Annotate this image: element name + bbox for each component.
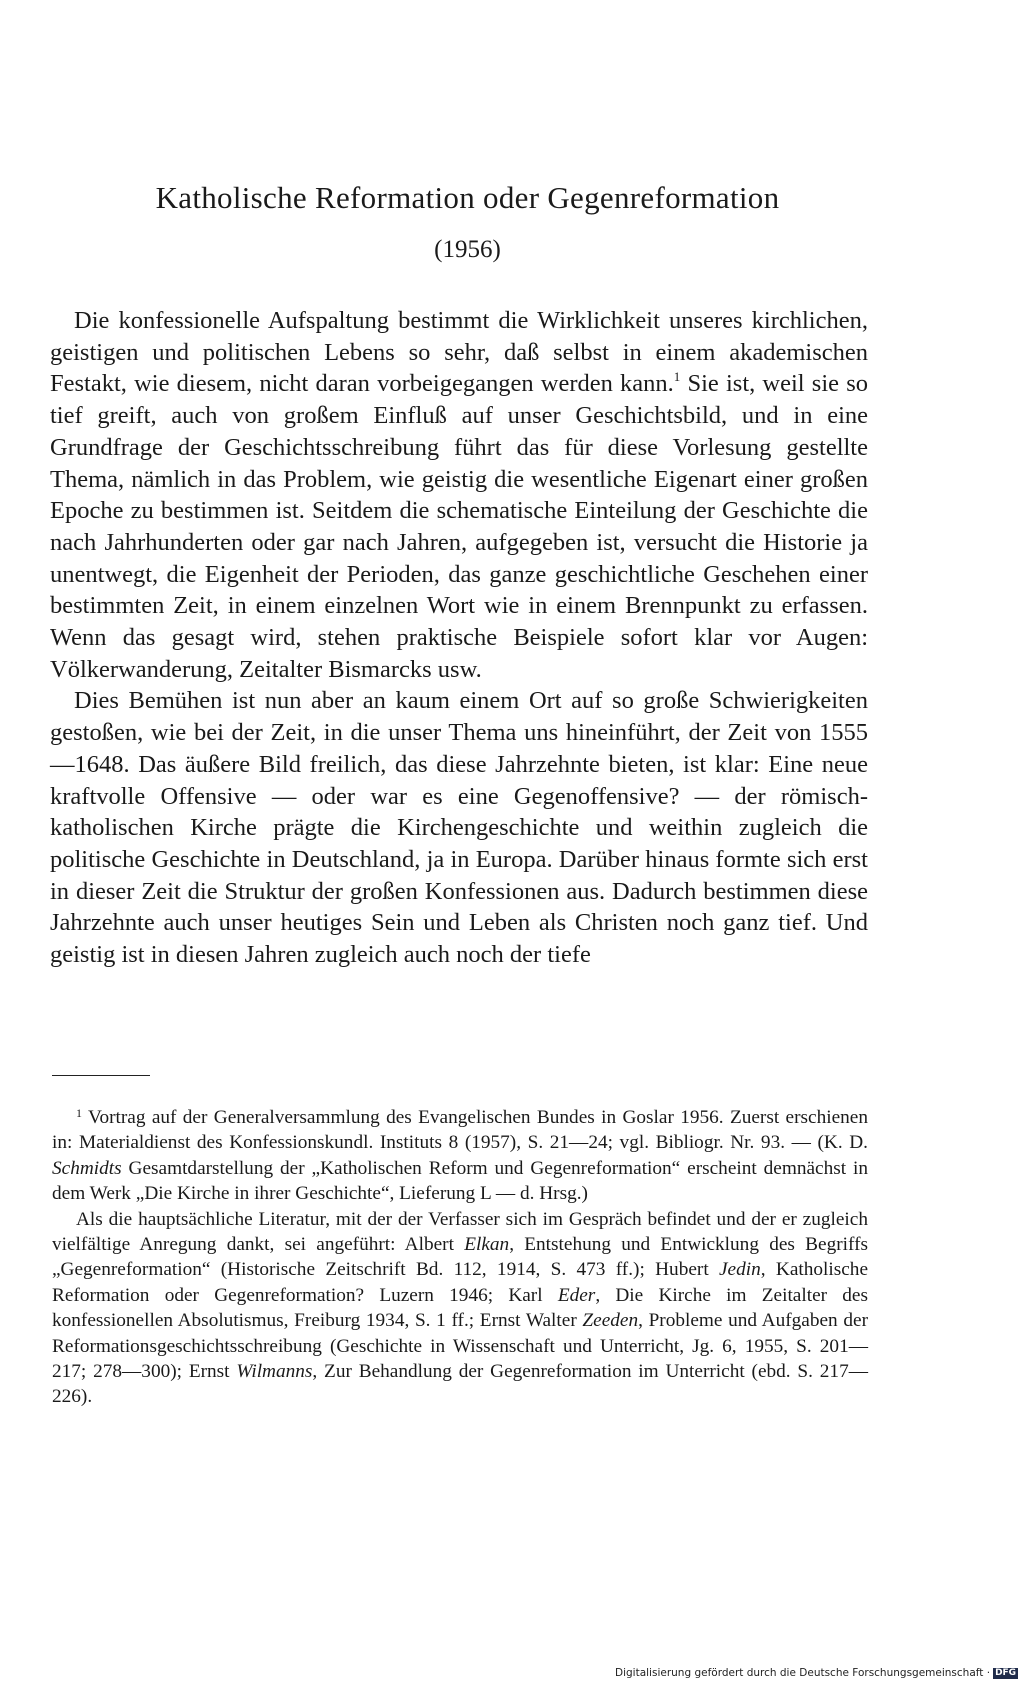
footnote-text: , Die Kirche im Zeitalter des konfessionellen Absolutismus, Freiburg 1934, S. 1 ff.; Ernst Walter (52, 1284, 868, 1332)
footnote-text: , Probleme und Aufgaben der Reformationsgeschichtsschreibung (Geschichte in Wissenschaft und Unterricht, Jg. 6, 1955, S. 201—217; 278—300); Ernst (52, 1310, 868, 1383)
paragraph-text: Sie ist, weil sie so tief greift, auch von großem Einfluß auf unser Geschichtsbild, und in eine Grundfrage der Geschichtsschreibung führt das für diese Vorlesung gestellte Thema, nämlich in das Problem, wie geistig die wesentliche Eigenart einer großen Epoche zu bestimmen ist. Seitdem die schematische Einteilung der Geschichte die nach Jahrhunderten oder gar nach Jahren, aufgegeben ist, versucht die Historie ja unentwegt, die Eigenheit der Perioden, das ganze geschichtliche Geschehen einer bestimmten Zeit, in einem einzelnen Wort wie in einem Brennpunkt zu erfassen. Wenn das gesagt wird, stehen praktische Beispiele sofort klar vor Augen: Völkerwanderung, Zeitalter Bismarcks usw. (50, 370, 868, 683)
author-name: Jedin (719, 1259, 761, 1281)
author-name: Elkan (464, 1234, 510, 1256)
chapter-title: Katholische Reformation oder Gegenreformation (155, 180, 780, 215)
chapter-year: (1956) (434, 236, 501, 263)
footnote-text: , Entstehung und Entwicklung des Begriffs „Gegenreformation“ (Historische Zeitschrift Bd. 112, 1914, S. 473 ff.); Hubert (52, 1234, 868, 1281)
footnote-divider (52, 1075, 150, 1076)
footnote-text: Als die hauptsächliche Literatur, mit der der Verfasser sich im Gespräch befindet und der er zugleich vielfältige Anregung dankt, sei angeführt: Albert (52, 1208, 868, 1256)
footnote-text: , Katholische Reformation oder Gegenreformation? Luzern 1946; Karl (52, 1259, 868, 1306)
dfg-logo: DFG (995, 1667, 1017, 1678)
footnote-literature (52, 1207, 868, 1410)
credit-text: Digitalisierung gefördert durch die Deutsche Forschungsgemeinschaft · (615, 1667, 991, 1679)
author-name: Zeeden (582, 1310, 639, 1332)
paragraph-text: Die konfessionelle Aufspaltung bestimmt die Wirklichkeit unseres kirchlichen, geistigen und politischen Lebens so sehr, daß selbst in einem akademischen Festakt, wie diesem, nicht daran vorbeigegangen werden kann. (50, 307, 868, 398)
footnote-mark: 1 (76, 1106, 82, 1120)
body-paragraph: Dies Bemühen ist nun aber an kaum einem Ort auf so große Schwierigkeiten gestoßen, wie bei der Zeit, in die unser Thema uns hineinführt, der Zeit von 1555—1648. Das äußere Bild freilich, das diese Jahrzehnte bieten, ist klar: Eine neue kraftvolle Offensive — oder war es eine Gegenoffensive? — der römisch-katholischen Kirche prägte die Kirchengeschichte und weithin zugleich die politische Geschichte in Deutschland, ja in Europa. Darüber hinaus formte sich erst in dieser Zeit die Struktur der großen Konfessionen aus. Dadurch bestimmen diese Jahrzehnte auch unser heutiges Sein und Leben als Christen noch ganz tief. Und geistig ist in diesen Jahren zugleich auch noch der tiefe (50, 687, 868, 969)
author-name: Wilmanns (236, 1361, 313, 1383)
body-paragraph (50, 305, 868, 685)
footnotes (52, 1101, 868, 1410)
footnote-reference: 1 (673, 369, 681, 385)
footnote-text: , Zur Behandlung der Gegenreformation im Unterricht (ebd. S. 217—226). (52, 1361, 868, 1408)
footnote-1 (52, 1101, 868, 1207)
body-text (50, 305, 868, 971)
footnote-text: Vortrag auf der Generalversammlung des Evangelischen Bundes in Goslar 1956. Zuerst erschienen in: Materialdienst des Konfessionskundl. Instituts 8 (1957), S. 21—24; vgl. Bibliogr. Nr. 93. — (K. D. (52, 1107, 868, 1154)
author-name: Schmidts (52, 1157, 122, 1179)
author-name: Eder (557, 1284, 596, 1306)
footnote-text: Gesamtdarstellung der „Katholischen Reform und Gegenreformation“ erscheint demnächst in dem Werk „Die Kirche in ihrer Geschichte“, Lieferung L — d. Hrsg.) (52, 1157, 868, 1205)
digitization-credit (615, 1667, 1017, 1679)
